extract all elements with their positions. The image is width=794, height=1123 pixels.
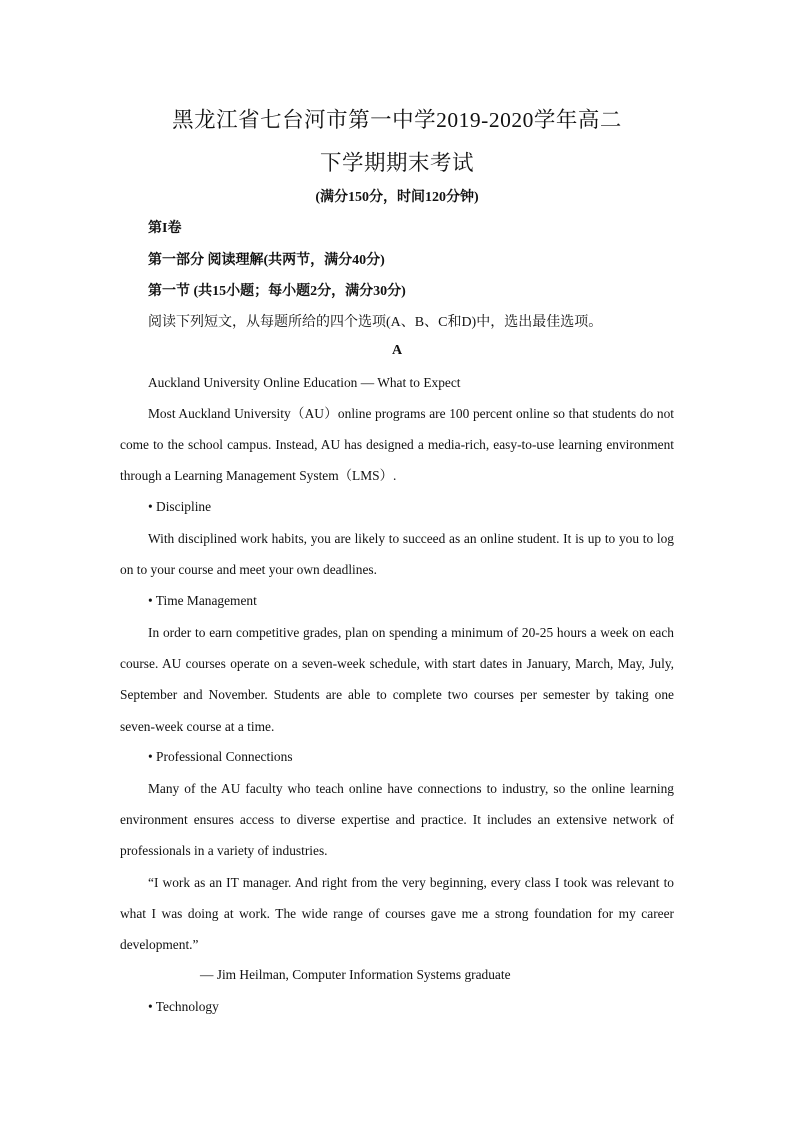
time-management-heading: • Time Management [148,593,257,608]
passage-title: Auckland University Online Education — What to Expect [148,375,461,390]
part-one-heading: 第一部分 阅读理解(共两节，满分40分) [148,253,385,268]
discipline-heading: • Discipline [148,499,212,514]
passage-label: A [391,343,403,358]
section-one-heading: 第一节 (共15小题；每小题2分，满分30分) [148,284,406,299]
testimonial-attribution: — Jim Heilman, Computer Information Systems graduate [200,967,511,982]
professional-connections-heading: • Professional Connections [148,749,293,764]
volume-label: 第I卷 [148,221,182,236]
exam-score-time-note: (满分150分，时间120分钟) [315,190,479,205]
discipline-paragraph: With disciplined work habits, you are likely to succeed as an online student. It is up to you to log on to your course and meet your own deadlines. [120,531,674,578]
technology-heading: • Technology [148,999,219,1014]
intro-paragraph: Most Auckland University（AU）online programs are 100 percent online so that students do not come to the school campus. Instead, AU has designed a media-rich, easy-to-use learning environment through a Learning Management System（LMS）. [120,406,674,484]
exam-title-line2: 下学期期末考试 [319,151,474,175]
instructions-text: 阅读下列短文，从每题所给的四个选项(A、B、C和D)中，选出最佳选项。 [148,315,603,330]
time-management-paragraph: In order to earn competitive grades, plan on spending a minimum of 20-25 hours a week on each course. AU courses operate on a seven-week schedule, with start dates in January, March, May, July, September and November. Students are able to complete two courses per semester by taking one seven-week course at a time. [120,625,674,734]
exam-title-line1: 黑龙江省七台河市第一中学2019-2020学年高二 [172,108,622,132]
professional-connections-paragraph: Many of the AU faculty who teach online have connections to industry, so the online learning environment ensures access to diverse expertise and practice. It includes an extensive network of professionals in a variety of industries. [120,781,674,859]
testimonial-quote: “I work as an IT manager. And right from the very beginning, every class I took was relevant to what I was doing at work. The wide range of courses gave me a strong foundation for my career development.” [120,875,674,953]
